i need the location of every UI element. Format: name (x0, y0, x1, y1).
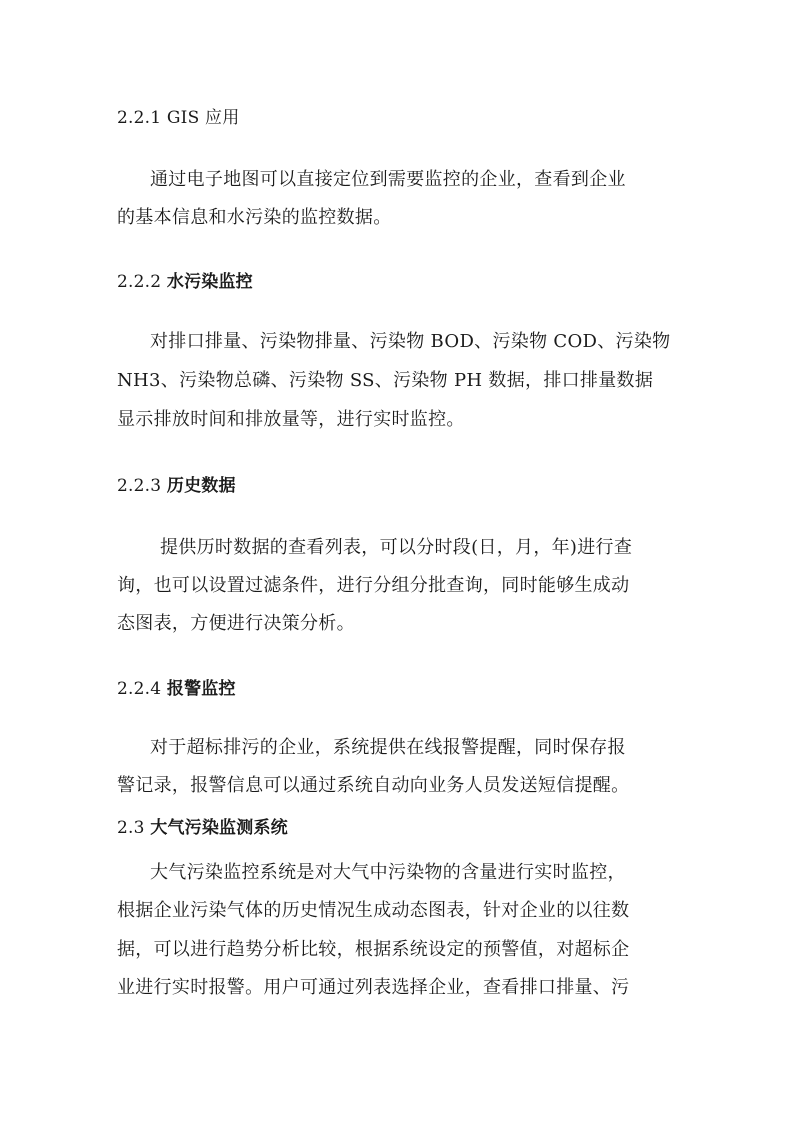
heading-text: GIS 应用 (166, 108, 240, 128)
heading-text: 水污染监控 (166, 272, 253, 292)
paragraph-line: 根据企业污染气体的历史情况生成动态图表，针对企业的以往数 (117, 900, 630, 921)
paragraph-line: 通过电子地图可以直接定位到需要监控的企业，查看到企业 (150, 169, 626, 190)
section-heading-2-2-2 (117, 270, 687, 294)
heading-number: 2.2.4 (117, 679, 162, 699)
paragraph-line: 对排口排量、污染物排量、污染物 BOD、污染物 COD、污染物 (150, 331, 671, 352)
paragraph-line: 对于超标排污的企业，系统提供在线报警提醒，同时保存报 (150, 737, 626, 758)
heading-number: 2.2.1 (117, 108, 162, 128)
heading-number: 2.2.3 (117, 476, 162, 496)
paragraph-line: 提供历时数据的查看列表，可以分时段(日，月，年)进行查 (160, 537, 633, 558)
heading-text: 历史数据 (166, 476, 236, 496)
paragraph-line: 询，也可以设置过滤条件，进行分组分批查询，同时能够生成动 (117, 575, 630, 596)
paragraph-line: 业进行实时报警。用户可通过列表选择企业，查看排口排量、污 (117, 977, 630, 998)
paragraph-line: 的基本信息和水污染的监控数据。 (117, 207, 392, 228)
section-heading-2-2-4 (117, 677, 687, 701)
heading-number: 2.3 (117, 818, 145, 838)
heading-text: 报警监控 (166, 679, 236, 699)
section-heading-2-2-1 (117, 106, 687, 130)
paragraph-line: 态图表，方便进行决策分析。 (117, 613, 355, 634)
section-heading-2-3 (117, 816, 687, 840)
paragraph-line: 显示排放时间和排放量等，进行实时监控。 (117, 409, 465, 430)
heading-number: 2.2.2 (117, 272, 162, 292)
paragraph-line: 据，可以进行趋势分析比较，根据系统设定的预警值，对超标企 (117, 939, 630, 960)
paragraph-line: 警记录，报警信息可以通过系统自动向业务人员发送短信提醒。 (117, 775, 630, 796)
section-heading-2-2-3 (117, 474, 687, 498)
paragraph-line: NH3、污染物总磷、污染物 SS、污染物 PH 数据，排口排量数据 (117, 370, 654, 391)
heading-text: 大气污染监测系统 (150, 818, 288, 838)
paragraph-line: 大气污染监控系统是对大气中污染物的含量进行实时监控， (150, 862, 626, 883)
